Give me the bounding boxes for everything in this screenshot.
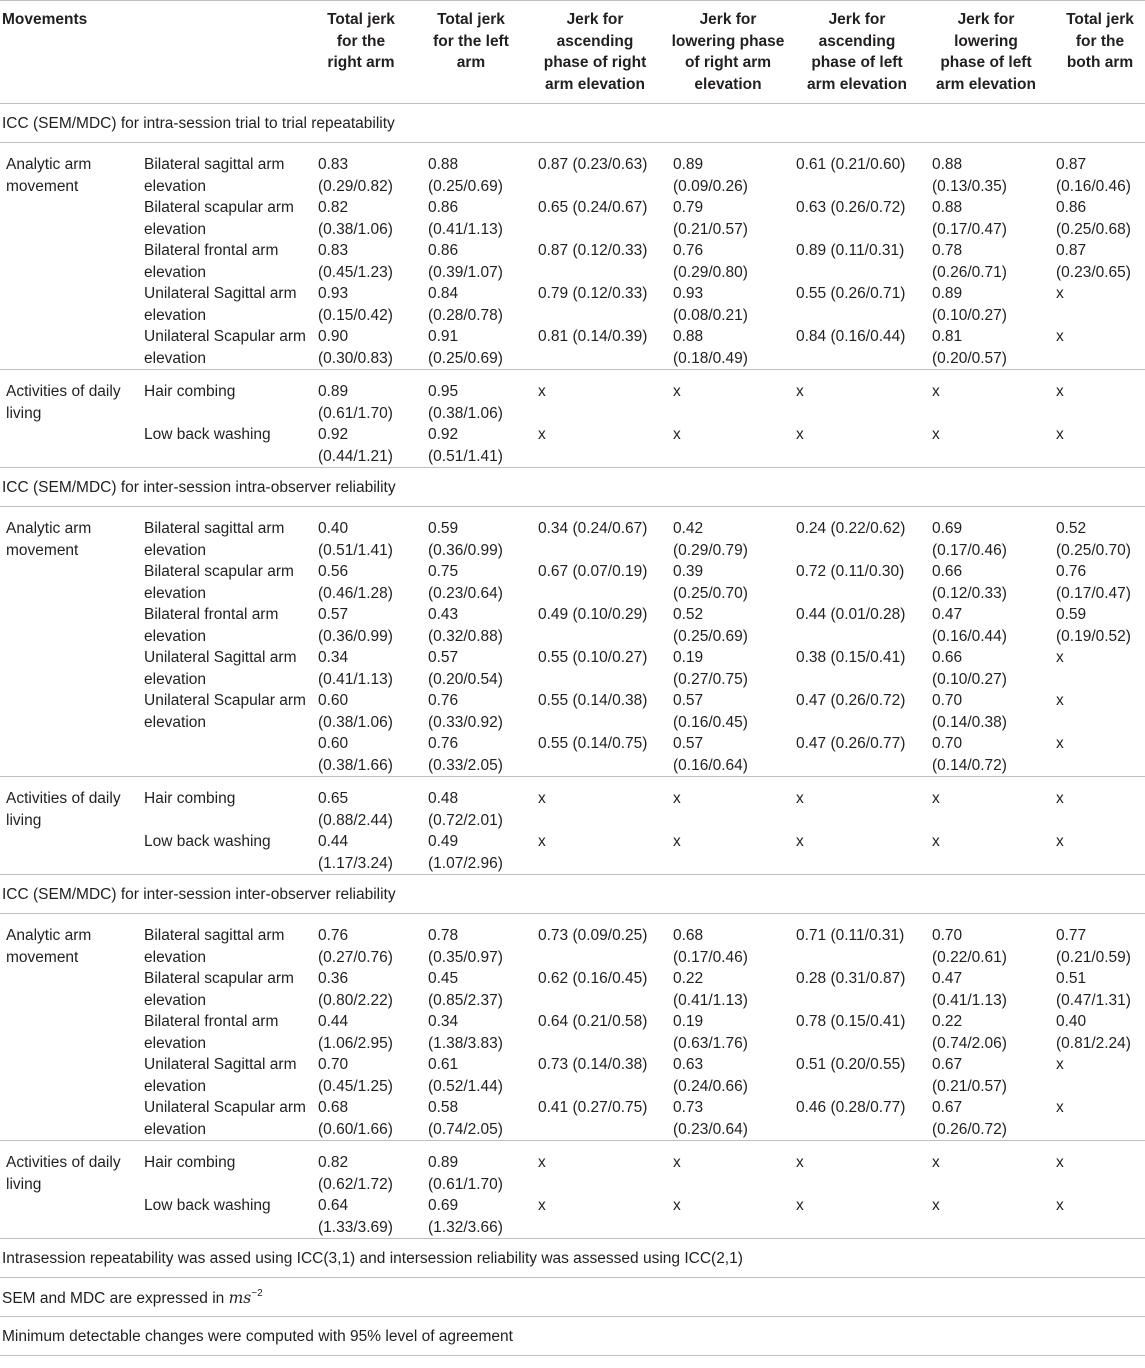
movement-cell: Bilateral frontal arm elevation	[144, 1013, 279, 1052]
value-cell: 0.55 (0.10/0.27)	[538, 649, 648, 666]
value-cell: 0.73 (0.14/0.38)	[538, 1056, 648, 1073]
value-cell: x	[538, 790, 546, 807]
table-row	[0, 647, 1145, 690]
value-cell: 0.76 (0.27/0.76)	[318, 927, 393, 966]
value-cell: 0.58 (0.74/2.05)	[428, 1099, 503, 1138]
movement-cell: Hair combing	[144, 1154, 236, 1171]
value-cell: 0.89 (0.61/1.70)	[318, 383, 393, 422]
value-cell: 0.34 (0.24/0.67)	[538, 520, 648, 537]
value-cell: 0.45 (0.85/2.37)	[428, 970, 503, 1009]
value-cell: 0.22 (0.74/2.06)	[932, 1013, 1007, 1052]
value-cell: 0.89 (0.09/0.26)	[673, 156, 748, 195]
value-cell: 0.24 (0.22/0.62)	[796, 520, 906, 537]
table-row	[0, 381, 1145, 424]
value-cell: 0.76 (0.33/2.05)	[428, 735, 503, 774]
value-cell: x	[1056, 285, 1064, 302]
movement-cell: Bilateral sagittal arm elevation	[144, 927, 285, 966]
movement-cell: Unilateral Scapular arm elevation	[144, 328, 306, 367]
value-cell: 0.68 (0.17/0.46)	[673, 927, 748, 966]
value-cell: 0.52 (0.25/0.69)	[673, 606, 748, 645]
value-cell: 0.73 (0.23/0.64)	[673, 1099, 748, 1138]
movement-cell: Unilateral Scapular arm elevation	[144, 1099, 306, 1138]
value-cell: x	[932, 833, 940, 850]
value-cell: 0.52 (0.25/0.70)	[1056, 520, 1131, 559]
value-cell: 0.43 (0.32/0.88)	[428, 606, 503, 645]
value-cell: 0.87 (0.16/0.46)	[1056, 156, 1131, 195]
value-cell: 0.63 (0.26/0.72)	[796, 199, 906, 216]
value-cell: 0.42 (0.29/0.79)	[673, 520, 748, 559]
group-label: Activities of daily living	[6, 383, 121, 422]
value-cell: 0.82 (0.62/1.72)	[318, 1154, 393, 1193]
value-cell: 0.59 (0.36/0.99)	[428, 520, 503, 559]
value-cell: 0.34 (1.38/3.83)	[428, 1013, 503, 1052]
value-cell: 0.78 (0.15/0.41)	[796, 1013, 906, 1030]
value-cell: x	[932, 383, 940, 400]
value-cell: 0.48 (0.72/2.01)	[428, 790, 503, 829]
value-cell: 0.55 (0.14/0.75)	[538, 735, 648, 752]
value-cell: 0.83 (0.45/1.23)	[318, 242, 393, 281]
value-cell: 0.71 (0.11/0.31)	[796, 927, 905, 944]
header-total-jerk-both: Total jerk for the both arm	[1066, 11, 1134, 71]
table-row	[0, 1152, 1145, 1195]
value-cell: 0.78 (0.35/0.97)	[428, 927, 503, 966]
value-cell: x	[1056, 383, 1064, 400]
table-row	[0, 788, 1145, 831]
value-cell: 0.34 (0.41/1.13)	[318, 649, 393, 688]
value-cell: x	[932, 426, 940, 443]
table-row	[0, 925, 1145, 968]
table-row	[0, 1097, 1145, 1140]
value-cell: 0.44 (0.01/0.28)	[796, 606, 906, 623]
table-row	[0, 1195, 1145, 1238]
value-cell: 0.44 (1.06/2.95)	[318, 1013, 393, 1052]
value-cell: 0.36 (0.80/2.22)	[318, 970, 393, 1009]
value-cell: 0.40 (0.81/2.24)	[1056, 1013, 1131, 1052]
movement-cell: Unilateral Scapular arm elevation	[144, 692, 306, 731]
section-heading: ICC (SEM/MDC) for intra-session trial to trial repeatability	[0, 104, 1145, 143]
section-heading: ICC (SEM/MDC) for inter-session inter-observer reliability	[0, 875, 1145, 914]
value-cell: 0.92 (0.51/1.41)	[428, 426, 503, 465]
value-cell: 0.69 (1.32/3.66)	[428, 1197, 503, 1236]
table-row	[0, 424, 1145, 467]
value-cell: 0.56 (0.46/1.28)	[318, 563, 393, 602]
table-row	[0, 283, 1145, 326]
value-cell: x	[673, 1197, 681, 1214]
value-cell: 0.67 (0.21/0.57)	[932, 1056, 1007, 1095]
header-total-jerk-left: Total jerk for the left arm	[433, 11, 509, 71]
value-cell: 0.84 (0.16/0.44)	[796, 328, 906, 345]
header-jerk-ascending-left: Jerk for ascending phase of left arm elevation	[807, 11, 907, 93]
header-total-jerk-right: Total jerk for the right arm	[327, 11, 395, 71]
value-cell: 0.93 (0.08/0.21)	[673, 285, 748, 324]
header-jerk-ascending-right: Jerk for ascending phase of right arm elevation	[543, 11, 647, 93]
value-cell: 0.28 (0.31/0.87)	[796, 970, 906, 987]
table-row	[0, 733, 1145, 776]
value-cell: 0.83 (0.29/0.82)	[318, 156, 393, 195]
value-cell: x	[538, 833, 546, 850]
table-row	[0, 240, 1145, 283]
value-cell: x	[1056, 649, 1064, 666]
movement-cell: Bilateral scapular arm elevation	[144, 563, 294, 602]
footnote-unit-exponent: −2	[251, 1288, 263, 1299]
value-cell: 0.78 (0.26/0.71)	[932, 242, 1007, 281]
value-cell: 0.47 (0.26/0.72)	[796, 692, 906, 709]
value-cell: 0.81 (0.20/0.57)	[932, 328, 1007, 367]
value-cell: 0.44 (1.17/3.24)	[318, 833, 393, 872]
value-cell: x	[1056, 328, 1064, 345]
row-group	[0, 143, 1145, 370]
value-cell: 0.60 (0.38/1.06)	[318, 692, 393, 731]
value-cell: x	[796, 833, 804, 850]
value-cell: 0.70 (0.45/1.25)	[318, 1056, 393, 1095]
row-group	[0, 777, 1145, 875]
value-cell: x	[538, 1154, 546, 1171]
table-row	[0, 197, 1145, 240]
group-label: Activities of daily living	[6, 790, 121, 829]
group-label: Activities of daily living	[6, 1154, 121, 1193]
value-cell: 0.76 (0.33/0.92)	[428, 692, 503, 731]
value-cell: 0.57 (0.16/0.64)	[673, 735, 748, 774]
movement-cell: Bilateral sagittal arm elevation	[144, 156, 285, 195]
table-row	[0, 604, 1145, 647]
value-cell: 0.82 (0.38/1.06)	[318, 199, 393, 238]
value-cell: 0.69 (0.17/0.46)	[932, 520, 1007, 559]
value-cell: 0.95 (0.38/1.06)	[428, 383, 503, 422]
value-cell: 0.77 (0.21/0.59)	[1056, 927, 1131, 966]
group-label: Analytic arm movement	[6, 520, 92, 559]
value-cell: 0.70 (0.22/0.61)	[932, 927, 1007, 966]
table-row	[0, 831, 1145, 874]
value-cell: 0.40 (0.51/1.41)	[318, 520, 393, 559]
movement-cell: Bilateral sagittal arm elevation	[144, 520, 285, 559]
header-jerk-lowering-left: Jerk for lowering phase of left arm elevation	[936, 11, 1036, 93]
value-cell: x	[1056, 735, 1064, 752]
table-row	[0, 561, 1145, 604]
movement-cell: Bilateral scapular arm elevation	[144, 199, 294, 238]
value-cell: 0.86 (0.25/0.68)	[1056, 199, 1131, 238]
group-label: Analytic arm movement	[6, 927, 92, 966]
value-cell: 0.73 (0.09/0.25)	[538, 927, 648, 944]
value-cell: 0.90 (0.30/0.83)	[318, 328, 393, 367]
movement-cell: Unilateral Sagittal arm elevation	[144, 285, 297, 324]
table-row	[0, 1054, 1145, 1097]
value-cell: 0.92 (0.44/1.21)	[318, 426, 393, 465]
table-row	[0, 154, 1145, 197]
header-jerk-lowering-right: Jerk for lowering phase of right arm elevation	[671, 11, 785, 93]
movement-cell: Low back washing	[144, 1197, 271, 1214]
value-cell: 0.88 (0.18/0.49)	[673, 328, 748, 367]
value-cell: x	[538, 1197, 546, 1214]
value-cell: 0.49 (1.07/2.96)	[428, 833, 503, 872]
value-cell: x	[1056, 692, 1064, 709]
value-cell: 0.51 (0.20/0.55)	[796, 1056, 906, 1073]
value-cell: 0.93 (0.15/0.42)	[318, 285, 393, 324]
value-cell: x	[932, 790, 940, 807]
value-cell: 0.68 (0.60/1.66)	[318, 1099, 393, 1138]
movement-cell: Unilateral Sagittal arm elevation	[144, 1056, 297, 1095]
table-body	[0, 104, 1145, 1239]
value-cell: 0.67 (0.07/0.19)	[538, 563, 648, 580]
value-cell: x	[673, 383, 681, 400]
value-cell: 0.76 (0.29/0.80)	[673, 242, 748, 281]
value-cell: 0.79 (0.12/0.33)	[538, 285, 648, 302]
value-cell: x	[673, 1154, 681, 1171]
value-cell: 0.91 (0.25/0.69)	[428, 328, 503, 367]
value-cell: 0.86 (0.41/1.13)	[428, 199, 503, 238]
value-cell: 0.67 (0.26/0.72)	[932, 1099, 1007, 1138]
value-cell: 0.66 (0.10/0.27)	[932, 649, 1007, 688]
value-cell: x	[796, 790, 804, 807]
value-cell: x	[932, 1154, 940, 1171]
value-cell: 0.49 (0.10/0.29)	[538, 606, 648, 623]
value-cell: 0.57 (0.16/0.45)	[673, 692, 748, 731]
value-cell: 0.61 (0.21/0.60)	[796, 156, 906, 173]
value-cell: 0.70 (0.14/0.38)	[932, 692, 1007, 731]
value-cell: 0.81 (0.14/0.39)	[538, 328, 648, 345]
movement-cell: Hair combing	[144, 383, 236, 400]
value-cell: 0.87 (0.12/0.33)	[538, 242, 648, 259]
movement-cell: Low back washing	[144, 426, 271, 443]
value-cell: 0.79 (0.21/0.57)	[673, 199, 748, 238]
row-group	[0, 370, 1145, 468]
value-cell: x	[796, 383, 804, 400]
value-cell: x	[1056, 790, 1064, 807]
footnote-units	[0, 1278, 1145, 1317]
movement-cell: Unilateral Sagittal arm elevation	[144, 649, 297, 688]
table-header	[0, 0, 1145, 104]
value-cell: x	[1056, 426, 1064, 443]
value-cell: 0.41 (0.27/0.75)	[538, 1099, 648, 1116]
value-cell: 0.72 (0.11/0.30)	[796, 563, 905, 580]
value-cell: 0.87 (0.23/0.65)	[1056, 242, 1131, 281]
value-cell: 0.46 (0.28/0.77)	[796, 1099, 906, 1116]
value-cell: 0.59 (0.19/0.52)	[1056, 606, 1131, 645]
value-cell: 0.55 (0.26/0.71)	[796, 285, 906, 302]
value-cell: 0.64 (1.33/3.69)	[318, 1197, 393, 1236]
value-cell: x	[538, 383, 546, 400]
value-cell: 0.62 (0.16/0.45)	[538, 970, 648, 987]
value-cell: x	[796, 1154, 804, 1171]
value-cell: 0.47 (0.41/1.13)	[932, 970, 1007, 1009]
table-row	[0, 690, 1145, 733]
value-cell: 0.57 (0.36/0.99)	[318, 606, 393, 645]
value-cell: 0.38 (0.15/0.41)	[796, 649, 906, 666]
table-row	[0, 326, 1145, 369]
row-group	[0, 914, 1145, 1141]
value-cell: 0.19 (0.27/0.75)	[673, 649, 748, 688]
value-cell: x	[1056, 1056, 1064, 1073]
value-cell: x	[538, 426, 546, 443]
value-cell: 0.19 (0.63/1.76)	[673, 1013, 748, 1052]
value-cell: 0.55 (0.14/0.38)	[538, 692, 648, 709]
value-cell: 0.88 (0.25/0.69)	[428, 156, 503, 195]
value-cell: 0.76 (0.17/0.47)	[1056, 563, 1131, 602]
value-cell: x	[1056, 1099, 1064, 1116]
value-cell: 0.86 (0.39/1.07)	[428, 242, 503, 281]
value-cell: x	[673, 790, 681, 807]
value-cell: 0.84 (0.28/0.78)	[428, 285, 503, 324]
value-cell: x	[1056, 1197, 1064, 1214]
value-cell: 0.89 (0.11/0.31)	[796, 242, 905, 259]
value-cell: 0.75 (0.23/0.64)	[428, 563, 503, 602]
value-cell: 0.57 (0.20/0.54)	[428, 649, 503, 688]
value-cell: x	[796, 1197, 804, 1214]
row-group	[0, 1141, 1145, 1239]
table-row	[0, 1011, 1145, 1054]
table-row	[0, 968, 1145, 1011]
movement-cell: Low back washing	[144, 833, 271, 850]
value-cell: 0.87 (0.23/0.63)	[538, 156, 648, 173]
value-cell: 0.65 (0.24/0.67)	[538, 199, 648, 216]
value-cell: x	[796, 426, 804, 443]
footnote-unit: ms	[228, 1289, 252, 1307]
value-cell: x	[673, 426, 681, 443]
value-cell: 0.88 (0.17/0.47)	[932, 199, 1007, 238]
value-cell: 0.66 (0.12/0.33)	[932, 563, 1007, 602]
value-cell: x	[932, 1197, 940, 1214]
value-cell: 0.47 (0.26/0.77)	[796, 735, 906, 752]
value-cell: 0.22 (0.41/1.13)	[673, 970, 748, 1009]
value-cell: 0.65 (0.88/2.44)	[318, 790, 393, 829]
footnote-mdc: Minimum detectable changes were computed with 95% level of agreement	[0, 1317, 1145, 1356]
group-label: Analytic arm movement	[6, 156, 92, 195]
value-cell: 0.61 (0.52/1.44)	[428, 1056, 503, 1095]
value-cell: 0.51 (0.47/1.31)	[1056, 970, 1131, 1009]
value-cell: x	[673, 833, 681, 850]
movement-cell: Bilateral scapular arm elevation	[144, 970, 294, 1009]
value-cell: 0.89 (0.10/0.27)	[932, 285, 1007, 324]
value-cell: 0.88 (0.13/0.35)	[932, 156, 1007, 195]
value-cell: x	[1056, 1154, 1064, 1171]
value-cell: x	[1056, 833, 1064, 850]
table-row	[0, 518, 1145, 561]
value-cell: 0.39 (0.25/0.70)	[673, 563, 748, 602]
footnote-icc: Intrasession repeatability was assed using ICC(3,1) and intersession reliability was assessed using ICC(2,1)	[0, 1239, 1145, 1278]
movement-cell: Bilateral frontal arm elevation	[144, 606, 279, 645]
value-cell: 0.89 (0.61/1.70)	[428, 1154, 503, 1193]
value-cell: 0.70 (0.14/0.72)	[932, 735, 1007, 774]
value-cell: 0.64 (0.21/0.58)	[538, 1013, 648, 1030]
movement-cell: Hair combing	[144, 790, 236, 807]
row-group	[0, 507, 1145, 777]
movement-cell: Bilateral frontal arm elevation	[144, 242, 279, 281]
value-cell: 0.60 (0.38/1.66)	[318, 735, 393, 774]
value-cell: 0.63 (0.24/0.66)	[673, 1056, 748, 1095]
section-heading: ICC (SEM/MDC) for inter-session intra-observer reliability	[0, 468, 1145, 507]
value-cell: 0.47 (0.16/0.44)	[932, 606, 1007, 645]
header-movements: Movements	[2, 11, 88, 28]
footnote-units-text: SEM and MDC are expressed in	[2, 1290, 229, 1307]
